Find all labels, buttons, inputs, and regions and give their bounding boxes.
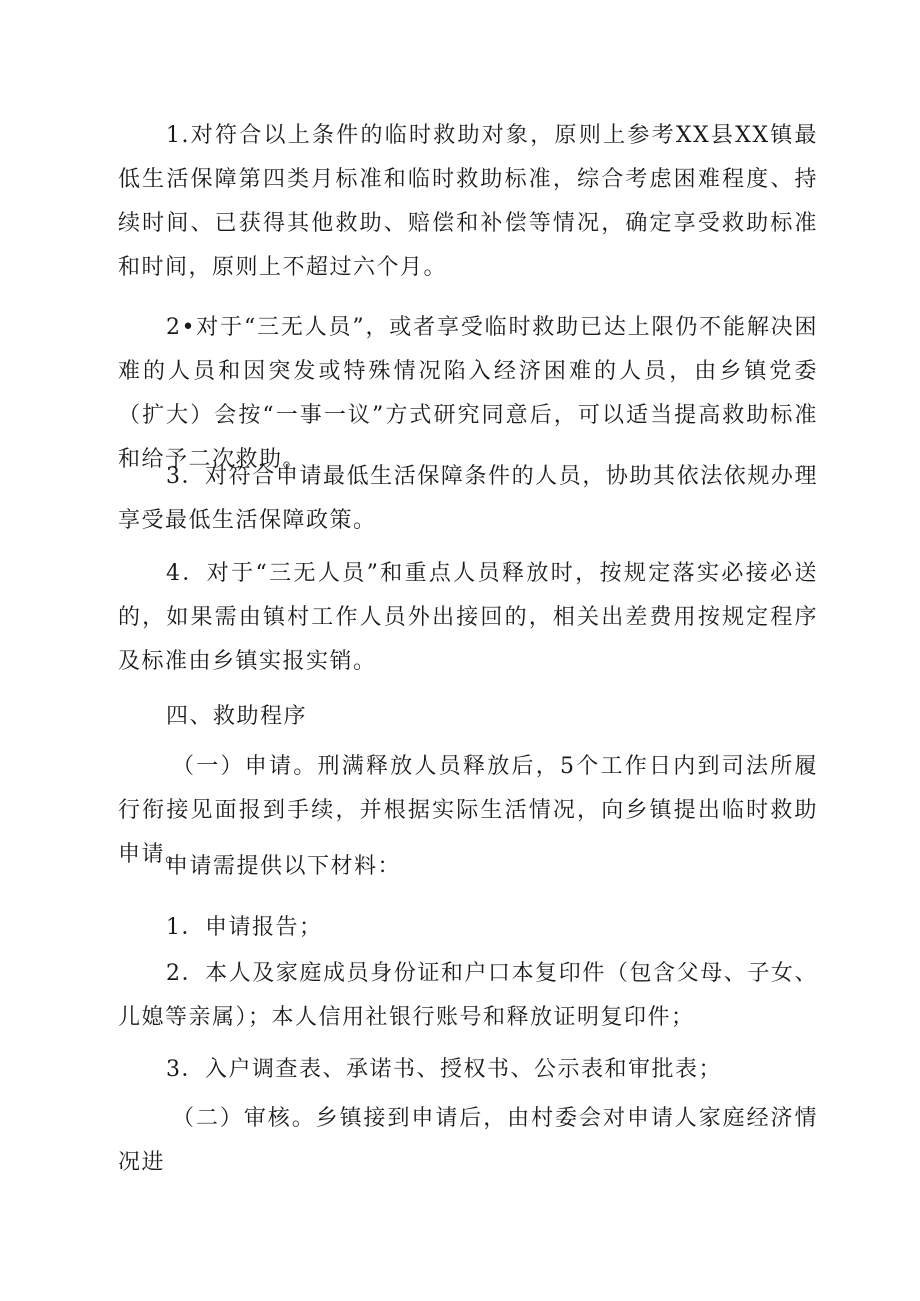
paragraph-review: （二）审核。乡镇接到申请后，由村委会对申请人家庭经济情况进	[118, 1106, 818, 1175]
list-item-material-2: 2．本人及家庭成员身份证和户口本复印件（包含父母、子女、儿媳等亲属）；本人信用社银行账号和释放证明复印件；	[118, 961, 818, 1030]
list-item-material-3: 3．入户调查表、承诺书、授权书、公示表和审批表；	[166, 1057, 722, 1082]
paragraph-materials-intro: 申请需提供以下材料：	[166, 854, 402, 879]
paragraph-standard-4: 4．对于“三无人员”和重点人员释放时，按规定落实必接必送的，如果需由镇村工作人员外出接回的，相关出差费用按规定程序及标准由乡镇实报实销。	[118, 561, 818, 674]
section-heading-procedure: 四、救助程序	[166, 704, 308, 729]
list-item-material-1: 1．申请报告；	[166, 915, 323, 940]
paragraph-application: （一）申请。刑满释放人员释放后，5个工作日内到司法所履行衔接见面报到手续，并根据实际生活情况，向乡镇提出临时救助申请。	[118, 754, 818, 867]
paragraph-standard-1: 1.对符合以上条件的临时救助对象，原则上参考XX县XX镇最低生活保障第四类月标准和临时救助标准，综合考虑困难程度、持续时间、已获得其他救助、赔偿和补偿等情况，确定享受救助标准和时间，原则上不超过六个月。	[118, 123, 818, 280]
paragraph-standard-2: 2•对于“三无人员”，或者享受临时救助已达上限仍不能解决困难的人员和因突发或特殊情况陷入经济困难的人员，由乡镇党委（扩大）会按“一事一议”方式研究同意后，可以适当提高救助标准和给予二次救助。	[118, 315, 818, 472]
paragraph-standard-3: 3．对符合申请最低生活保障条件的人员，协助其依法依规办理享受最低生活保障政策。	[118, 464, 818, 533]
